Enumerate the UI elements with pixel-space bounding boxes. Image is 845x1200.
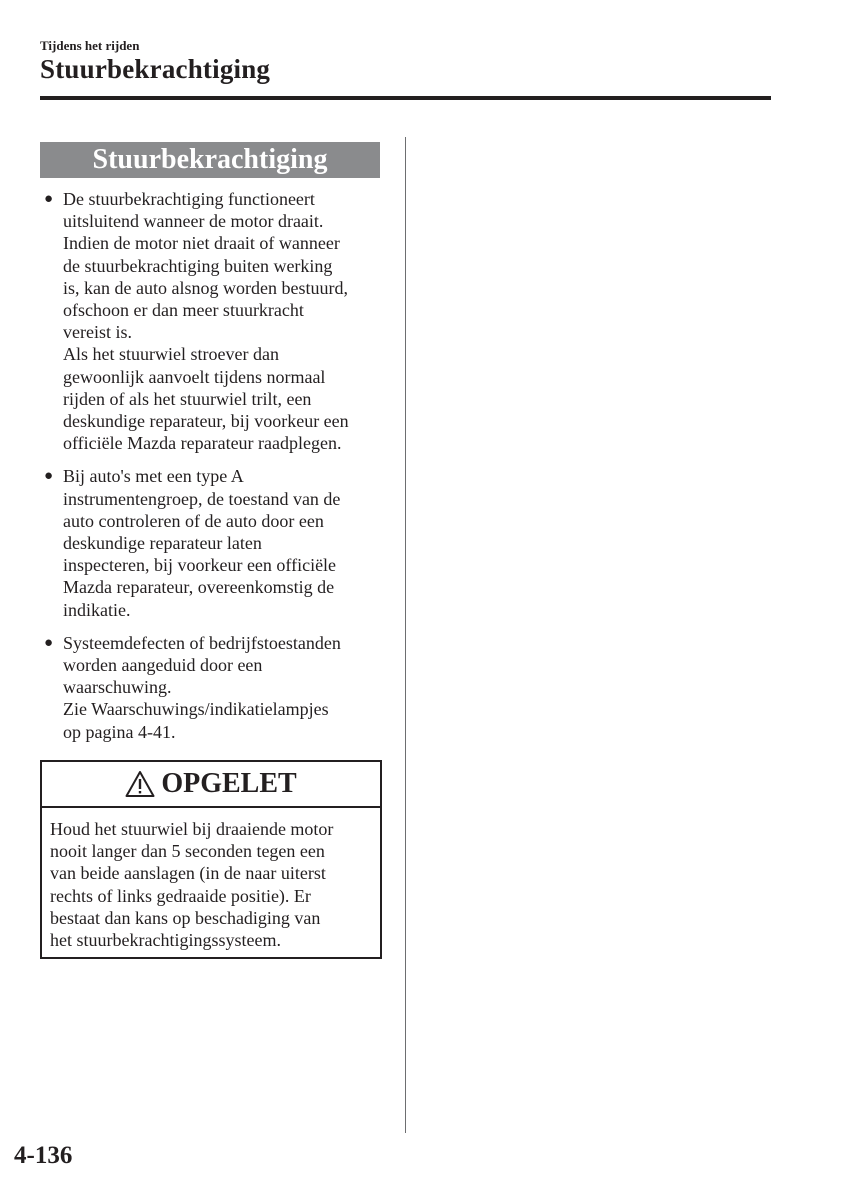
bullet-paragraph: De stuurbekrachtiging functioneert uitsluitend wanneer de motor draait. Indien de motor niet draait of wanneer de stuurbekrachtiging buiten werking is, kan de auto alsnog worden bestuurd, ofschoon er dan meer stuurkracht vereist is. [63,189,348,343]
header-divider [40,96,771,100]
caution-header [42,762,380,808]
bullet-item-system-warnings [40,632,385,743]
bullet-paragraph: Bij auto's met een type A instrumentengroep, de toestand van de auto controleren of de auto door een deskundige reparateur laten inspecteren, bij voorkeur een officiële Mazda reparateur, overeenkomstig de indikatie. [63,466,341,620]
bullet-marker: ● [44,191,54,207]
bullet-list [40,188,385,754]
bullet-marker: ● [44,634,54,651]
caution-text: Houd het stuurwiel bij draaiende motor nooit langer dan 5 seconden tegen een van beide aanslagen (in de naar uiterst rechts of links gedraaide positie). Er bestaat dan kans op beschadiging van het stuurbekrachtigingssysteem. [50,819,334,951]
bullet-paragraph: Zie Waarschuwings/indikatielampjes op pagina 4-41. [63,699,329,742]
page-number: 4-136 [14,1142,73,1169]
bullet-paragraph: Als het stuurwiel stroever dan gewoonlijk aanvoelt tijdens normaal rijden of als het stuurwiel trilt, een deskundige reparateur, bij voorkeur een officiële Mazda reparateur raadplegen. [63,344,349,454]
bullet-item-power-steering-operation [40,188,385,454]
column-divider [405,137,406,1133]
chapter-label: Tijdens het rijden [40,38,140,53]
section-heading-banner: Stuurbekrachtiging [40,142,380,178]
page-title: Stuurbekrachtiging [40,54,271,84]
caution-box [40,760,382,959]
bullet-marker: ● [44,468,54,485]
warning-triangle-icon [125,770,155,798]
bullet-item-instrument-cluster-type-a [40,465,385,620]
caution-title: OPGELET [161,768,297,799]
bullet-paragraph: Systeemdefecten of bedrijfstoestanden worden aangeduid door een waarschuwing. [63,632,341,698]
